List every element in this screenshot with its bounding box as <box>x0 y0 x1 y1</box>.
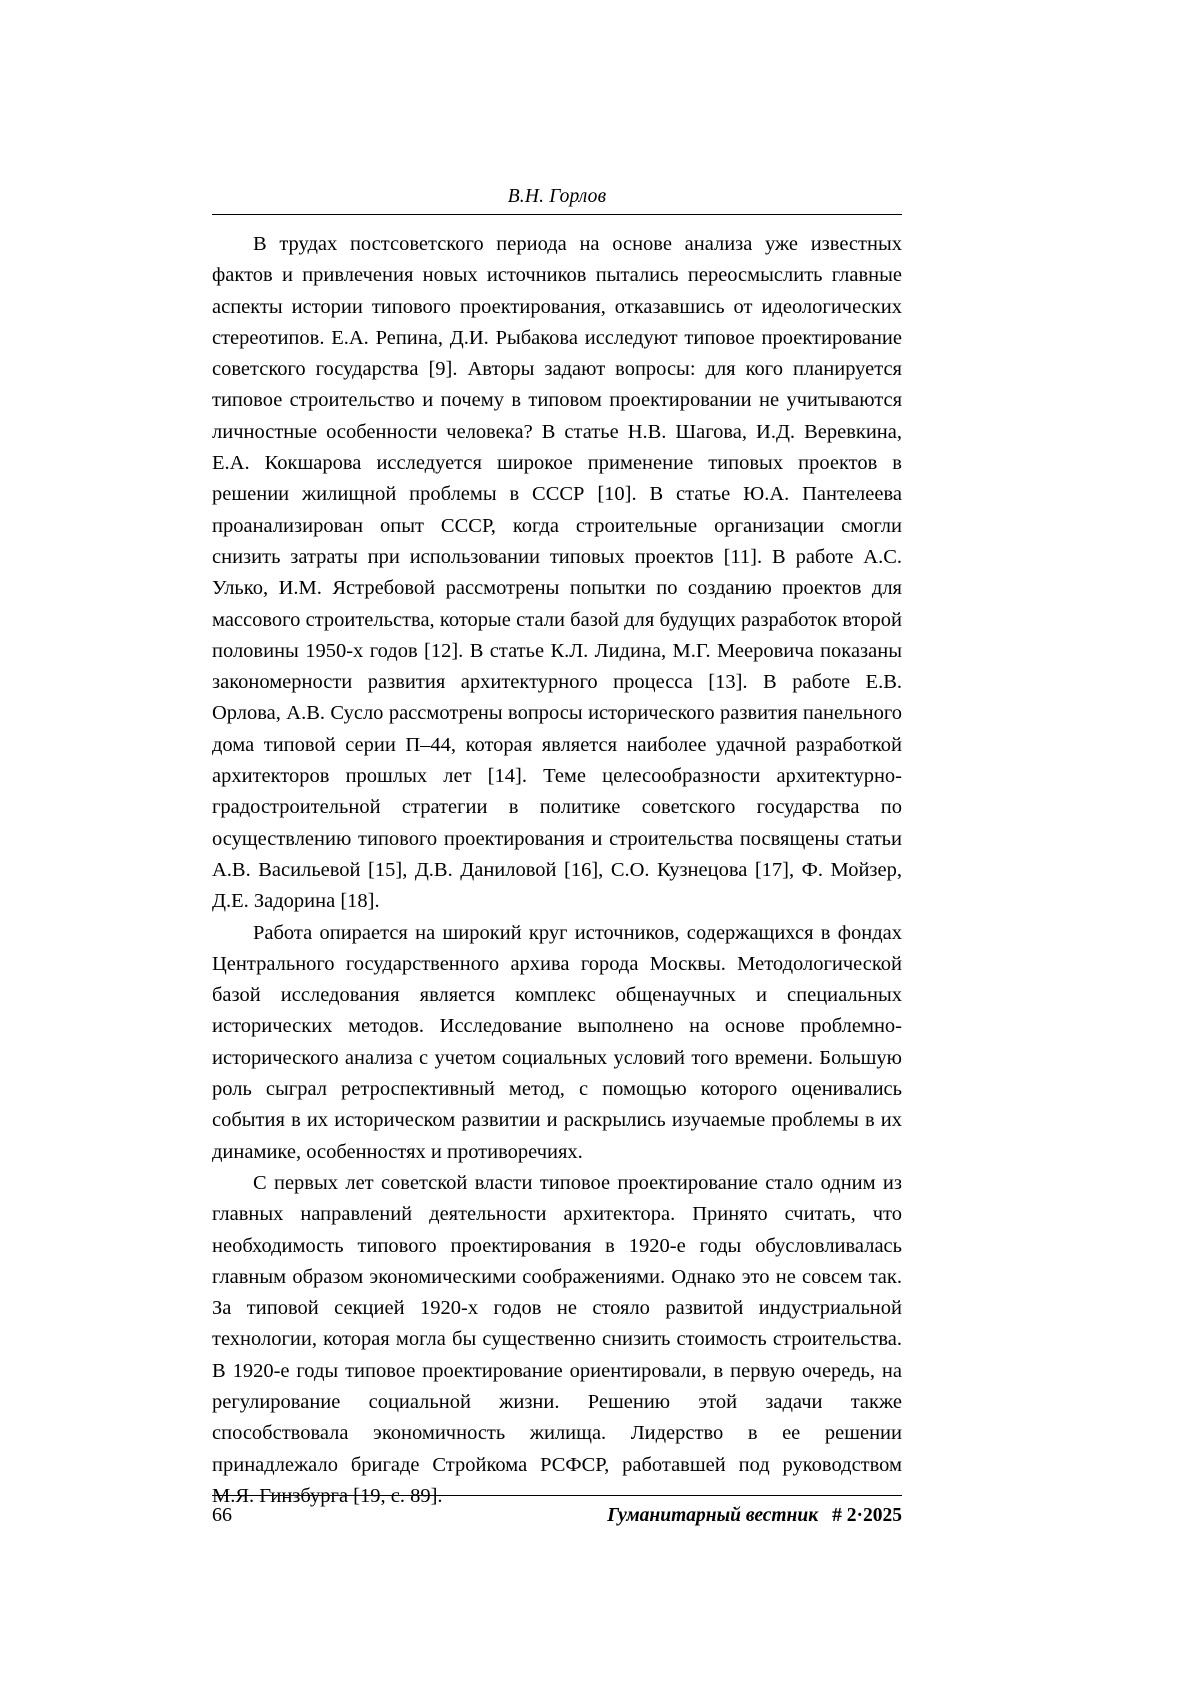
page-number: 66 <box>212 1504 232 1526</box>
running-head-author: В.Н. Горлов <box>507 186 607 207</box>
paragraph: С первых лет советской власти типовое проектирование стало одним из главных направлений деятельности архитектора. Принято считать, что необходимость типового проектирования в 1920-е годы обусловливалась главным образом экономическими соображениями. Однако это не совсем так. За типовой секцией 1920-х годов не стояло развитой индустриальной технологии, которая могла бы существенно снизить стоимость строительства. В 1920-е годы типовое проектирование ориентировали, в первую очередь, на регулирование социальной жизни. Решению этой задачи также способствовала экономичность жилища. Лидерство в ее решении принадлежало бригаде Стройкома РСФСР, работавшей под руководством М.Я. Гинзбурга [19, с. 89]. <box>212 1171 902 1507</box>
footer-divider <box>212 1495 902 1496</box>
article-body <box>212 229 902 1512</box>
paragraph: В трудах постсоветского периода на основе анализа уже известных фактов и привлечения новых источников пытались переосмыслить главные аспекты истории типового проектирования, отказавшись от идеологических стереотипов. Е.А. Репина, Д.И. Рыбакова исследуют типовое проектирование советского государства [9]. Авторы задают вопросы: для кого планируется типовое строительство и почему в типовом проектировании не учитываются личностные особенности человека? В статье Н.В. Шагова, И.Д. Веревкина, Е.А. Кокшарова исследуется широкое применение типовых проектов в решении жилищной проблемы в СССР [10]. В статье Ю.А. Пантелеева проанализирован опыт СССР, когда строительные организации смогли снизить затраты при использовании типовых проектов [11]. В работе А.С. Улько, И.М. Ястребовой рассмотрены попытки по созданию проектов для массового строительства, которые стали базой для будущих разработок второй половины 1950-х годов [12]. В статье К.Л. Лидина, М.Г. Мееровича показаны закономерности развития архитектурного процесса [13]. В работе Е.В. Орлова, А.В. Сусло рассмотрены вопросы исторического развития панельного дома типовой серии П–44, которая является наиболее удачной разработкой архитекторов прошлых лет [14]. Теме целесообразности архитектурно-градостроительной стратегии в политике советского государства по осуществлению типового проектирования и строительства посвящены статьи А.В. Васильевой [15], Д.В. Даниловой [16], С.О. Кузнецова [17], Ф. Мойзер, Д.Е. Задорина [18]. <box>212 233 902 913</box>
header-divider <box>212 214 902 215</box>
footer-journal-info <box>607 1505 902 1527</box>
issue-number: # 2·2025 <box>832 1505 902 1526</box>
page-footer <box>212 1495 902 1527</box>
footer-row <box>212 1504 902 1527</box>
page-content <box>212 186 902 1512</box>
journal-name: Гуманитарный вестник <box>607 1505 819 1526</box>
paragraph: Работа опирается на широкий круг источников, содержащихся в фондах Центрального государственного архива города Москвы. Методологической базой исследования является комплекс общенаучных и специальных исторических методов. Исследование выполнено на основе проблемно-исторического анализа с учетом социальных условий того времени. Большую роль сыграл ретроспективный метод, с помощью которого оценивались события в их историческом развитии и раскрылись изучаемые проблемы в их динамике, особенностях и противоречиях. <box>212 921 902 1163</box>
